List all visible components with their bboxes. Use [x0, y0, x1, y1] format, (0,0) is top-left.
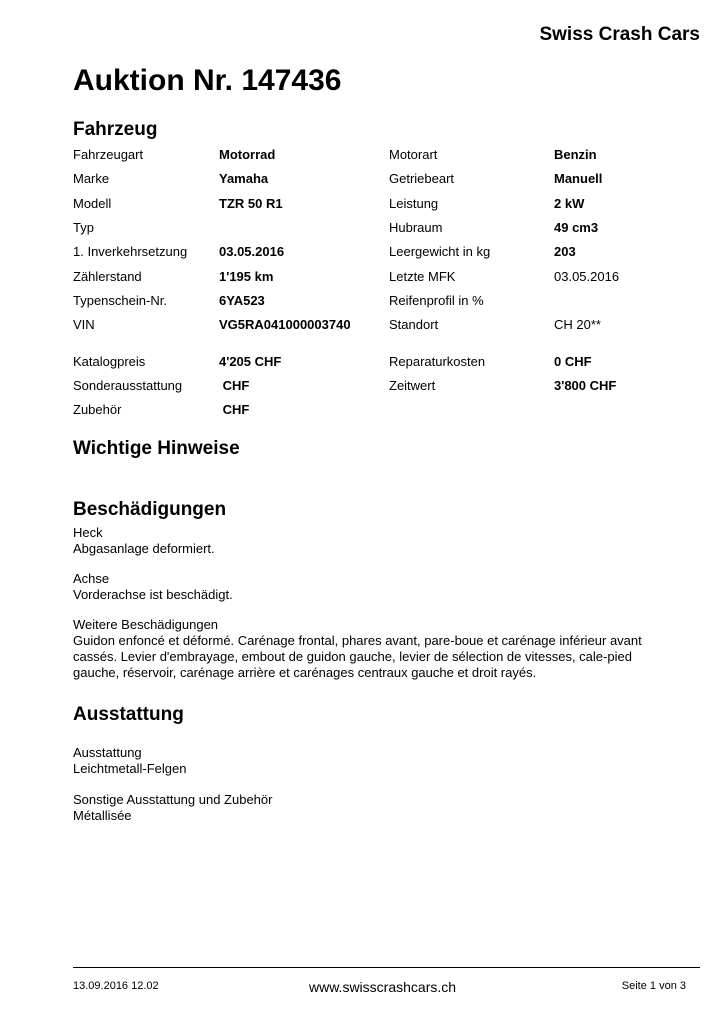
section-heading-equipment: Ausstattung [73, 704, 184, 725]
field-value: 6YA523 [219, 293, 265, 308]
field-label: Getriebeart [389, 171, 455, 186]
damage-text: cassés. Levier d'embrayage, embout de guidon gauche, levier de sélection de vitesses, cale-pied [73, 649, 632, 664]
damage-text: Abgasanlage deformiert. [73, 541, 215, 556]
field-value: Motorrad [219, 147, 276, 162]
field-value: 0 CHF [554, 354, 592, 369]
field-value: Benzin [554, 147, 597, 162]
field-value: 2 kW [554, 196, 585, 211]
damage-block [73, 571, 673, 603]
field-value: Manuell [554, 171, 603, 186]
field-label: Leistung [389, 196, 439, 211]
equipment-heading: Ausstattung [73, 745, 142, 760]
field-value: CHF [219, 402, 250, 417]
footer-page-number: Seite 1 von 3 [621, 980, 686, 992]
field-value: 03.05.2016 [554, 269, 620, 284]
field-value: VG5RA041000003740 [219, 317, 351, 332]
field-label: Typ [73, 220, 94, 235]
damage-text: Guidon enfoncé et déformé. Carénage frontal, phares avant, pare-boue et carénage inférieur avant [73, 633, 642, 648]
field-label: Katalogpreis [73, 354, 146, 369]
field-value: 203 [554, 244, 576, 259]
field-label: Standort [389, 317, 439, 332]
equipment-text: Métallisée [73, 808, 132, 823]
equipment-text: Leichtmetall-Felgen [73, 761, 187, 776]
damage-heading: Weitere Beschädigungen [73, 617, 219, 632]
damage-block [73, 525, 673, 557]
damage-heading: Achse [73, 571, 110, 586]
field-label: Reifenprofil in % [389, 293, 484, 308]
field-label: Typenschein-Nr. [73, 293, 167, 308]
field-label: Marke [73, 171, 110, 186]
field-label: Modell [73, 196, 112, 211]
equipment-block [73, 745, 673, 777]
field-value: CHF [219, 378, 250, 393]
damage-text: Vorderachse ist beschädigt. [73, 587, 233, 602]
field-value: 49 cm3 [554, 220, 599, 235]
field-label: VIN [73, 317, 95, 332]
section-heading-damages: Beschädigungen [73, 499, 227, 520]
field-label: Letzte MFK [389, 269, 456, 284]
field-label: 1. Inverkehrsetzung [73, 244, 188, 259]
footer-divider [73, 967, 700, 968]
field-label: Zählerstand [73, 269, 142, 284]
equipment-heading: Sonstige Ausstattung und Zubehör [73, 792, 273, 807]
page-title: Auktion Nr. 147436 [73, 64, 342, 97]
section-heading-notes: Wichtige Hinweise [73, 438, 240, 459]
field-value: 4'205 CHF [219, 354, 282, 369]
brand-name: Swiss Crash Cars [539, 24, 700, 45]
field-label: Zeitwert [389, 378, 436, 393]
field-label: Leergewicht in kg [389, 244, 491, 259]
field-label: Motorart [389, 147, 438, 162]
field-value: 1'195 km [219, 269, 274, 284]
section-heading-vehicle: Fahrzeug [73, 119, 158, 140]
damage-heading: Heck [73, 525, 103, 540]
field-value: CH 20** [554, 317, 601, 332]
field-value: 3'800 CHF [554, 378, 617, 393]
field-label: Sonderausstattung [73, 378, 183, 393]
damage-text: gauche, réservoir, carénage arrière et carénages centraux gauche et droit rayés. [73, 665, 537, 680]
field-label: Hubraum [389, 220, 443, 235]
field-value: 03.05.2016 [219, 244, 285, 259]
damage-block [73, 617, 673, 681]
field-value: Yamaha [219, 171, 269, 186]
field-label: Zubehör [73, 402, 122, 417]
field-label: Fahrzeugart [73, 147, 144, 162]
equipment-block [73, 792, 673, 824]
field-label: Reparaturkosten [389, 354, 486, 369]
field-value: TZR 50 R1 [219, 196, 283, 211]
footer-website-link[interactable]: www.swisscrashcars.ch [309, 979, 457, 995]
footer-datetime: 13.09.2016 12.02 [73, 980, 159, 992]
